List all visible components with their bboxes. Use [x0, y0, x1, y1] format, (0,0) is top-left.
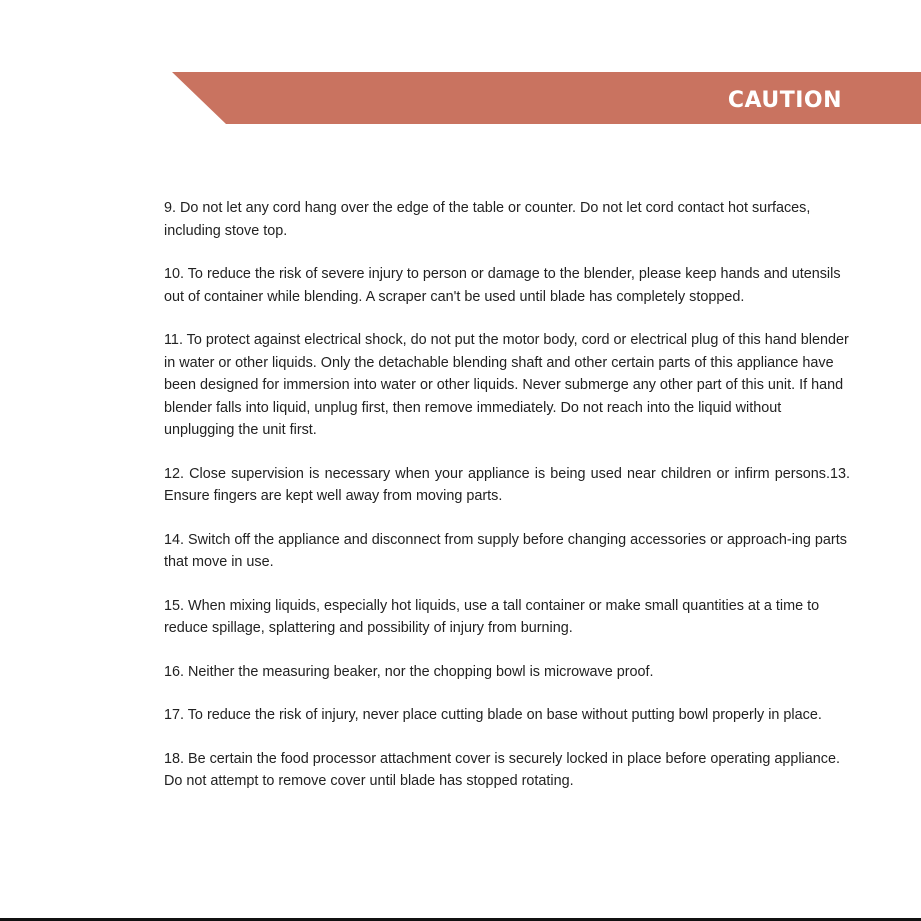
caution-title: CAUTION — [727, 88, 842, 113]
caution-item-10: 10. To reduce the risk of severe injury to person or damage to the blender, please keep hands and utensils out of container while blending. A scraper can't be used until blade has completely stopped. — [164, 266, 841, 305]
caution-list — [164, 197, 850, 814]
caution-item-15: 15. When mixing liquids, especially hot liquids, use a tall container or make small quantities at a time to reduce spillage, splattering and possibility of injury from burning. — [164, 597, 820, 636]
caution-item-17: 17. To reduce the risk of injury, never place cutting blade on base without putting bowl properly in place. — [164, 707, 822, 723]
caution-banner — [172, 72, 921, 124]
caution-item-9: 9. Do not let any cord hang over the edge of the table or counter. Do not let cord contact hot surfaces, including stove top. — [164, 200, 811, 239]
caution-item-18: 18. Be certain the food processor attachment cover is securely locked in place before operating appliance. Do not attempt to remove cover until blade has stopped rotating. — [164, 750, 840, 789]
caution-item-16: 16. Neither the measuring beaker, nor the chopping bowl is microwave proof. — [164, 663, 654, 680]
caution-item-14: 14. Switch off the appliance and disconnect from supply before changing accessories or approach-ing parts that move in use. — [164, 531, 847, 570]
caution-item-12-13: 12. Close supervision is necessary when your appliance is being used near children or infirm persons.13. Ensure fingers are kept well away from moving parts. — [164, 465, 850, 504]
caution-item-11: 11. To protect against electrical shock, do not put the motor body, cord or electrical plug of this hand blender in water or other liquids. Only the detachable blending shaft and other certain parts of this appliance have been designed for immersion into water or other liquids. Never submerge any other part of this unit. If hand blender falls into liquid, unplug first, then remove immediately. Do not reach into the liquid without unplugging the unit first. — [164, 332, 849, 438]
